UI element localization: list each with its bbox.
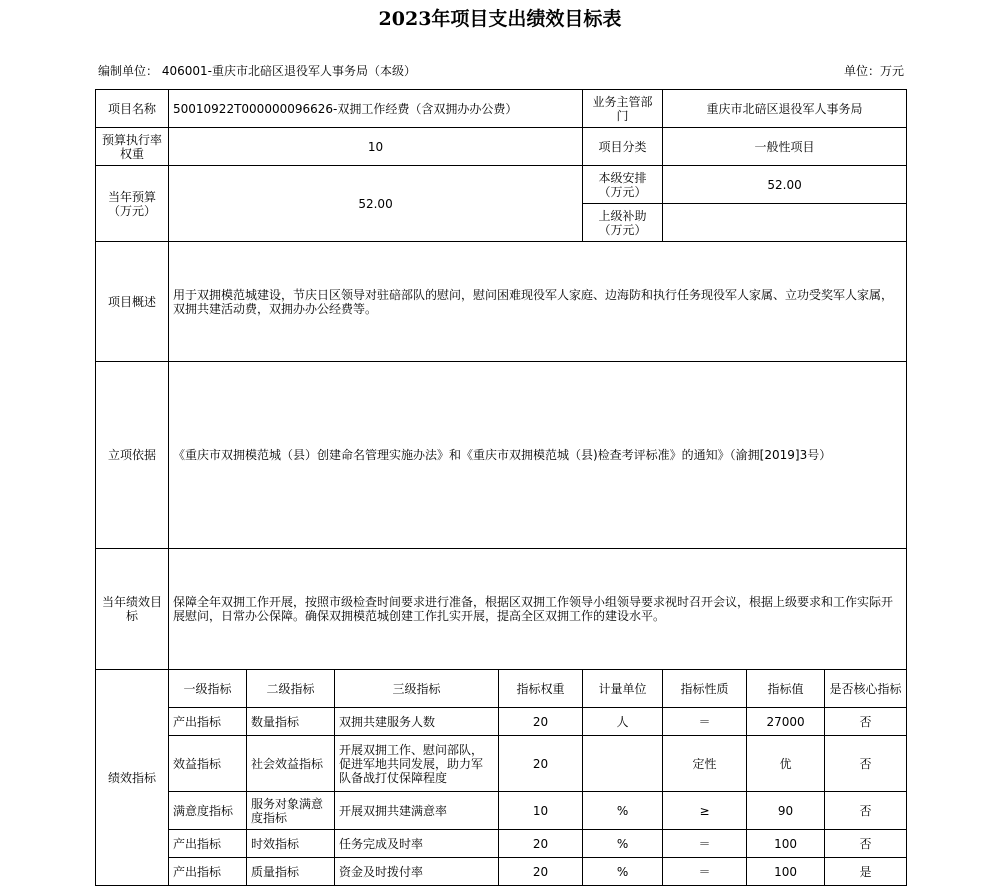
cell-level3: 资金及时拨付率 <box>335 858 499 886</box>
header-core: 是否核心指标 <box>825 670 907 708</box>
page-title: 2023年项目支出绩效目标表 <box>378 8 622 30</box>
cell-level2: 质量指标 <box>247 858 335 886</box>
row-goal <box>96 549 907 670</box>
header-value: 指标值 <box>747 670 825 708</box>
cell-unit: % <box>583 830 663 858</box>
budget-label: 当年预算（万元） <box>96 166 169 242</box>
table-row <box>96 736 907 792</box>
indicator-header-row <box>96 670 907 708</box>
cell-unit: % <box>583 858 663 886</box>
header-weight: 指标权重 <box>499 670 583 708</box>
weight-value: 10 <box>169 128 583 166</box>
subsidy-value <box>663 204 907 242</box>
cell-nature: ＝ <box>663 708 747 736</box>
cell-level3: 任务完成及时率 <box>335 830 499 858</box>
cell-core: 否 <box>825 708 907 736</box>
header-level1: 一级指标 <box>169 670 247 708</box>
name-value: 50010922T000000096626-双拥工作经费（含双拥办办公费） <box>169 90 583 128</box>
cell-core: 是 <box>825 858 907 886</box>
cell-value: 优 <box>747 736 825 792</box>
budget-value: 52.00 <box>169 166 583 242</box>
local-value: 52.00 <box>663 166 907 204</box>
cell-value: 100 <box>747 830 825 858</box>
cell-level2: 数量指标 <box>247 708 335 736</box>
cell-level2: 时效指标 <box>247 830 335 858</box>
header-unit: 计量单位 <box>583 670 663 708</box>
dept-value: 重庆市北碚区退役军人事务局 <box>663 90 907 128</box>
cell-nature: ≥ <box>663 792 747 830</box>
cell-weight: 10 <box>499 792 583 830</box>
cell-unit <box>583 736 663 792</box>
cell-level1: 效益指标 <box>169 736 247 792</box>
cell-core: 否 <box>825 830 907 858</box>
cell-value: 100 <box>747 858 825 886</box>
basis-value: 《重庆市双拥模范城（县）创建命名管理实施办法》和《重庆市双拥模范城（县)检查考评标准》的通知》（渝拥[2019]3号） <box>169 362 907 549</box>
basis-label: 立项依据 <box>96 362 169 549</box>
row-budget-local <box>96 166 907 204</box>
cell-value: 90 <box>747 792 825 830</box>
table-row <box>96 858 907 886</box>
org-value: 406001-重庆市北碚区退役军人事务局（本级） <box>161 64 416 78</box>
cell-unit: 人 <box>583 708 663 736</box>
name-label: 项目名称 <box>96 90 169 128</box>
overview-label: 项目概述 <box>96 242 169 362</box>
header-level2: 二级指标 <box>247 670 335 708</box>
indicators-label: 绩效指标 <box>96 670 169 886</box>
cell-nature: ＝ <box>663 858 747 886</box>
row-basis <box>96 362 907 549</box>
subsidy-label: 上级补助（万元） <box>583 204 663 242</box>
cell-level3: 开展双拥共建满意率 <box>335 792 499 830</box>
cell-level2: 服务对象满意度指标 <box>247 792 335 830</box>
cell-weight: 20 <box>499 736 583 792</box>
cell-value: 27000 <box>747 708 825 736</box>
overview-value: 用于双拥模范城建设，节庆日区领导对驻碚部队的慰问，慰问困难现役军人家庭、边海防和执行任务现役军人家属、立功受奖军人家属，双拥共建活动费，双拥办办公经费等。 <box>169 242 907 362</box>
cell-core: 否 <box>825 736 907 792</box>
cell-unit: % <box>583 792 663 830</box>
table-row <box>96 830 907 858</box>
header-level3: 三级指标 <box>335 670 499 708</box>
cell-level1: 满意度指标 <box>169 792 247 830</box>
cell-level3: 双拥共建服务人数 <box>335 708 499 736</box>
cell-core: 否 <box>825 792 907 830</box>
cell-level2: 社会效益指标 <box>247 736 335 792</box>
cell-weight: 20 <box>499 830 583 858</box>
performance-table <box>95 89 907 886</box>
row-weight <box>96 128 907 166</box>
cell-weight: 20 <box>499 858 583 886</box>
local-label: 本级安排（万元） <box>583 166 663 204</box>
cell-nature: 定性 <box>663 736 747 792</box>
cell-weight: 20 <box>499 708 583 736</box>
cell-level1: 产出指标 <box>169 708 247 736</box>
unit-label: 单位：万元 <box>843 64 904 78</box>
goal-label: 当年绩效目标 <box>96 549 169 670</box>
table-row <box>96 792 907 830</box>
weight-label: 预算执行率权重 <box>96 128 169 166</box>
category-label: 项目分类 <box>583 128 663 166</box>
goal-value: 保障全年双拥工作开展，按照市级检查时间要求进行准备，根据区双拥工作领导小组领导要求视时召开会议，根据上级要求和工作实际开展慰问，日常办公保障。确保双拥模范城创建工作扎实开展，提高全区双拥工作的建设水平。 <box>169 549 907 670</box>
cell-nature: ＝ <box>663 830 747 858</box>
dept-label: 业务主管部门 <box>583 90 663 128</box>
table-row <box>96 708 907 736</box>
cell-level1: 产出指标 <box>169 858 247 886</box>
org-label: 编制单位： <box>98 64 159 78</box>
org-line <box>98 62 416 79</box>
cell-level1: 产出指标 <box>169 830 247 858</box>
cell-level3: 开展双拥工作、慰问部队，促进军地共同发展，助力军队备战打仗保障程度 <box>335 736 499 792</box>
row-project-name <box>96 90 907 128</box>
header-nature: 指标性质 <box>663 670 747 708</box>
category-value: 一般性项目 <box>663 128 907 166</box>
row-overview <box>96 242 907 362</box>
